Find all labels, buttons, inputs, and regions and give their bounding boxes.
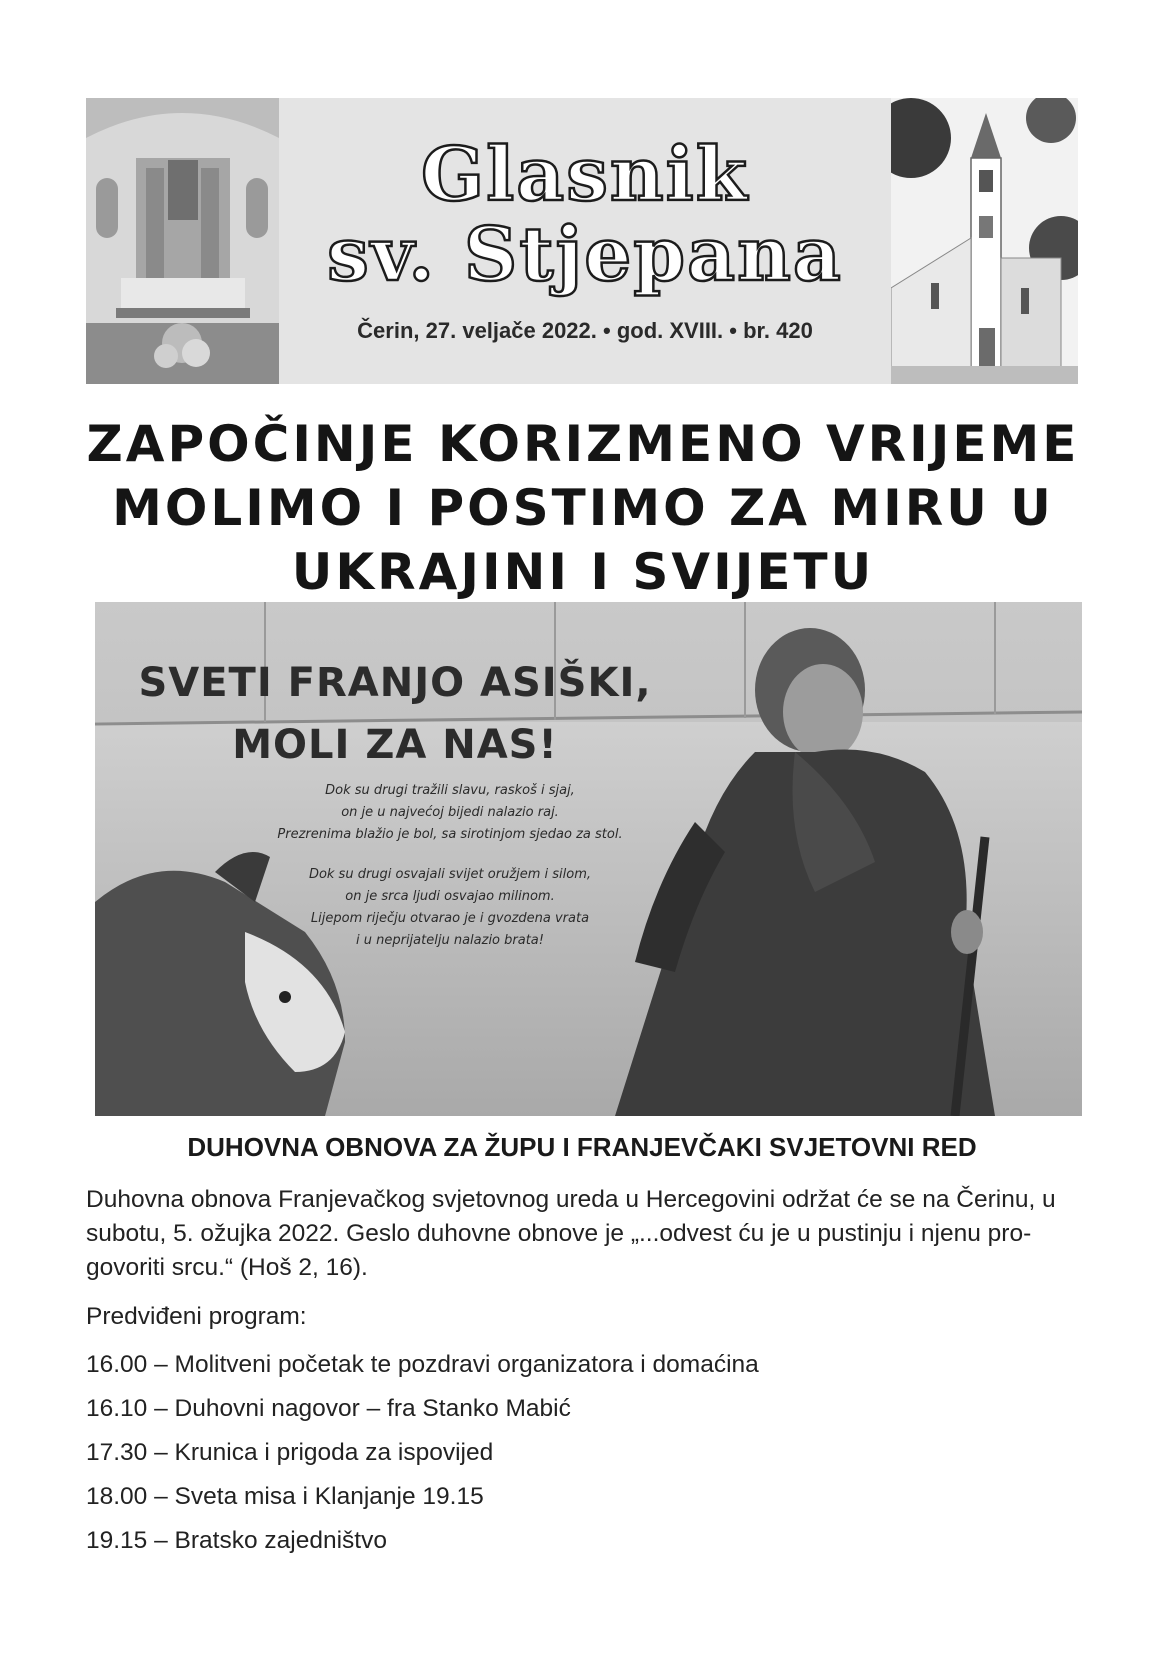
program-label: Predviđeni program: bbox=[86, 1303, 307, 1330]
newsletter-title-line1: Glasnik bbox=[420, 132, 750, 218]
church-exterior-photo bbox=[891, 98, 1078, 384]
program-item: 19.15 – Bratsko zajedništvo bbox=[86, 1527, 387, 1554]
program-item: 18.00 – Sveta misa i Klanjanje 19.15 bbox=[86, 1483, 484, 1510]
issue-info: Čerin, 27. veljače 2022. • god. XVIII. • br. 420 bbox=[357, 318, 813, 343]
poem-line: Dok su drugi osvajali svijet oružjem i silom, bbox=[308, 867, 592, 882]
paragraph-line: subotu, 5. ožujka 2022. Geslo duhovne obnove je „...odvest ću je u pustinju i njenu pro- bbox=[86, 1220, 1032, 1247]
poem-line: on je srca ljudi osvajao milinom. bbox=[345, 889, 555, 904]
poem-line: Dok su drugi tražili slavu, raskoš i sjaj, bbox=[325, 783, 575, 798]
headline-line-2: MOLIMO I POSTIMO ZA MIRU U bbox=[112, 479, 1054, 537]
paragraph-line: govoriti srcu.“ (Hoš 2, 16). bbox=[86, 1254, 368, 1281]
program-list bbox=[86, 1348, 759, 1568]
newsletter-title-line2: sv. Stjepana bbox=[327, 212, 843, 298]
poem-line: on je u najvećoj bijedi nalazio raj. bbox=[341, 805, 559, 820]
church-interior-photo bbox=[86, 98, 279, 384]
hero-title bbox=[135, 652, 655, 776]
hero-title-line2: MOLI ZA NAS! bbox=[232, 722, 558, 768]
poem-line: i u neprijatelju nalazio brata! bbox=[356, 933, 544, 948]
saint-francis-image bbox=[95, 602, 1082, 1116]
hero-title-line1: SVETI FRANJO ASIŠKI, bbox=[138, 660, 652, 706]
headline-line-1: ZAPOČINJE KORIZMENO VRIJEME bbox=[86, 415, 1080, 473]
poem-stanza bbox=[265, 864, 635, 952]
article-paragraph bbox=[86, 1183, 1076, 1285]
article-subheading: DUHOVNA OBNOVA ZA ŽUPU I FRANJEVČAKI SVJETOVNI RED bbox=[187, 1132, 977, 1162]
poem-stanza bbox=[265, 780, 635, 846]
masthead bbox=[86, 98, 1078, 384]
paragraph-line: Duhovna obnova Franjevačkog svjetovnog ureda u Hercegovini održat će se na Čerinu, u bbox=[86, 1186, 1056, 1213]
main-headline bbox=[60, 412, 1106, 604]
poem-line: Prezrenima blažio je bol, sa sirotinjom sjedao za stol. bbox=[277, 827, 623, 842]
program-item: 17.30 – Krunica i prigoda za ispovijed bbox=[86, 1439, 494, 1466]
poem-text bbox=[265, 780, 635, 970]
headline-line-3: UKRAJINI I SVIJETU bbox=[291, 543, 875, 601]
program-item: 16.00 – Molitveni početak te pozdravi organizatora i domaćina bbox=[86, 1351, 759, 1378]
program-item: 16.10 – Duhovni nagovor – fra Stanko Mabić bbox=[86, 1395, 571, 1422]
newsletter-title-block bbox=[279, 98, 891, 384]
poem-line: Lijepom riječju otvarao je i gvozdena vrata bbox=[310, 911, 590, 926]
